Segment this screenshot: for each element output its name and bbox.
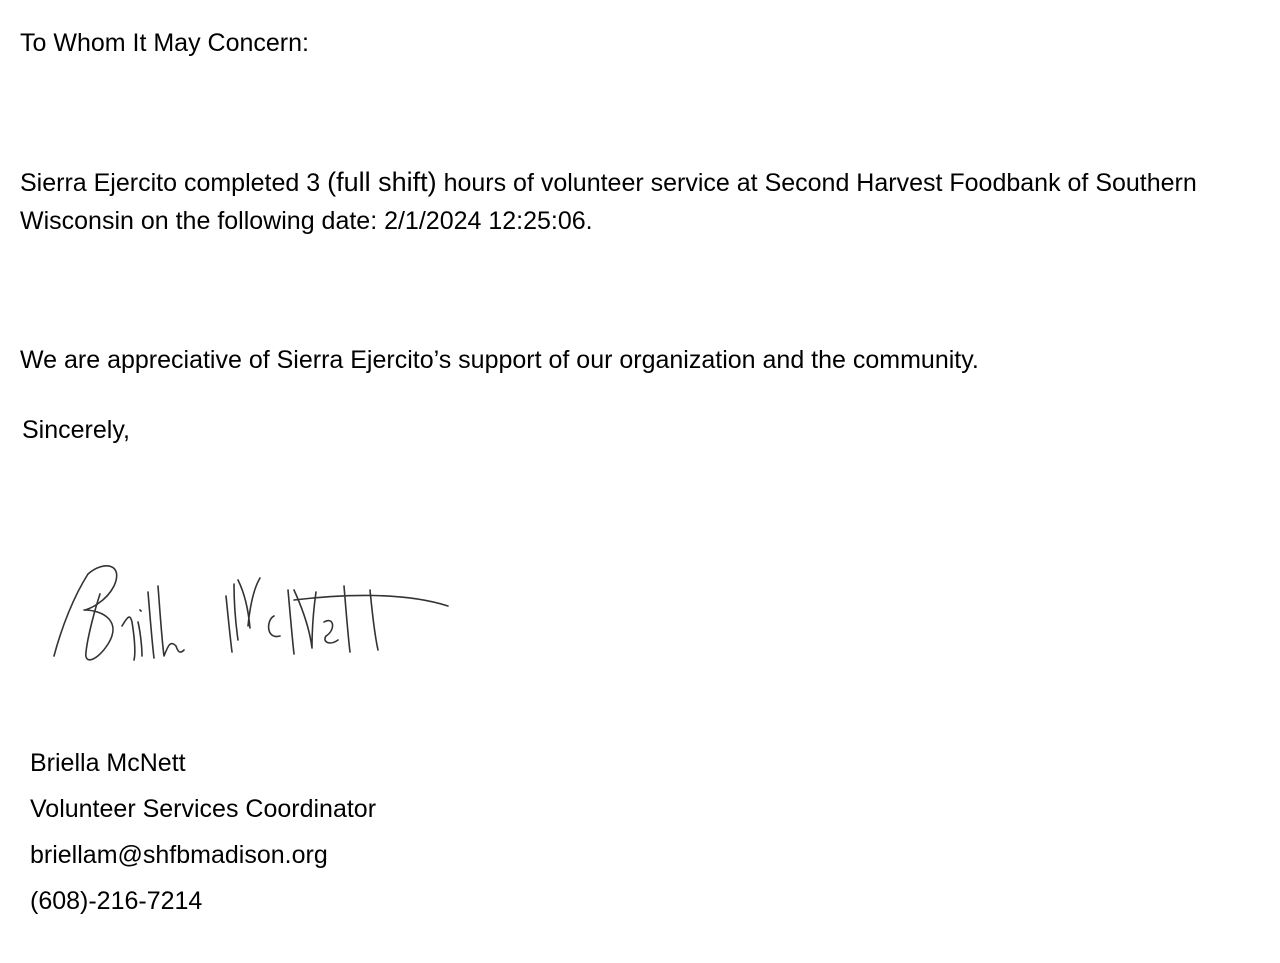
paragraph-emphasis: (full shift) xyxy=(327,167,437,197)
closing: Sincerely, xyxy=(22,416,130,444)
signature-stroke-cnett xyxy=(269,586,448,654)
paragraph-text-after: hours of volunteer service at Second Harvest Foodbank of Southern Wisconsin on the following date: 2/1/2024 12:25:06. xyxy=(20,169,1197,235)
signer-phone: (608)-216-7214 xyxy=(30,887,203,915)
signature-stroke-riella xyxy=(122,586,184,660)
signature-image xyxy=(44,556,464,681)
paragraph-text-before: Sierra Ejercito completed 3 xyxy=(20,169,328,197)
signer-email: briellam@shfbmadison.org xyxy=(30,841,328,869)
signature-stroke-b xyxy=(54,566,117,660)
signer-name: Briella McNett xyxy=(30,749,186,777)
body-paragraph-appreciation: We are appreciative of Sierra Ejercito’s support of our organization and the community. xyxy=(20,346,979,374)
salutation: To Whom It May Concern: xyxy=(20,29,309,57)
signer-title: Volunteer Services Coordinator xyxy=(30,795,377,823)
body-paragraph-service xyxy=(20,163,1220,240)
signature-stroke-m xyxy=(226,578,260,652)
signer-block xyxy=(30,740,376,924)
